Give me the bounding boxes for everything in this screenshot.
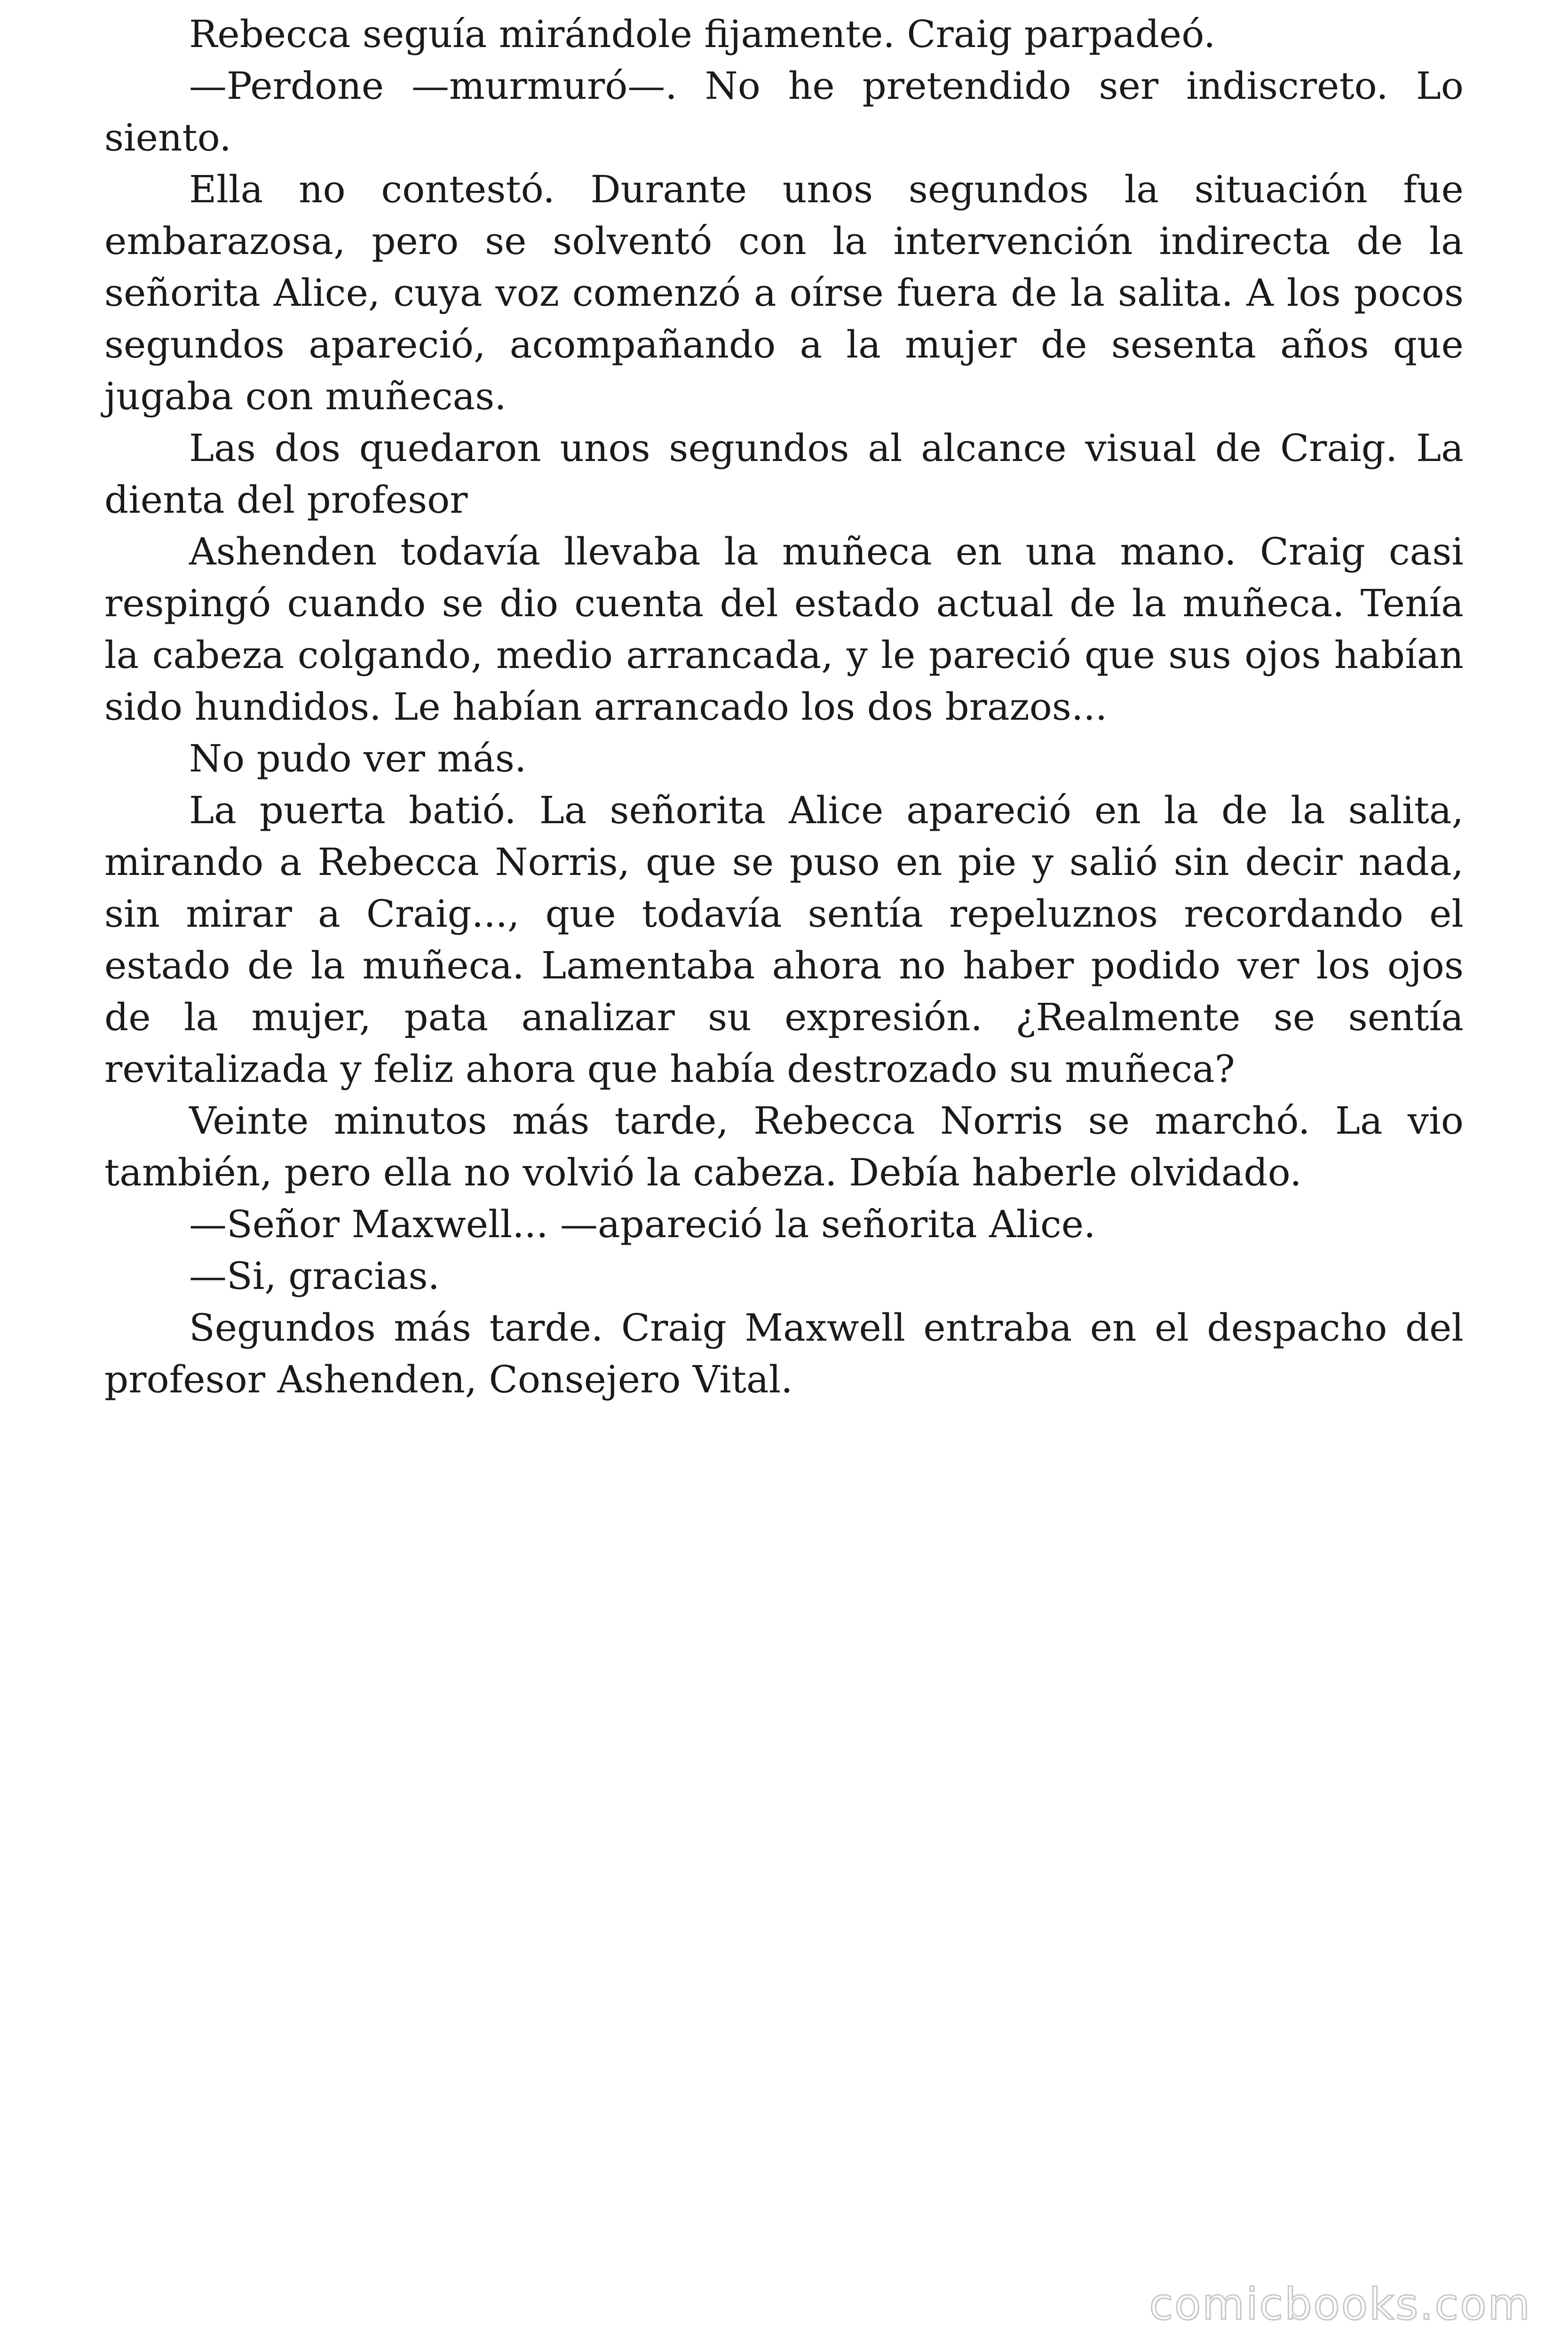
site-watermark: comicbooks.com xyxy=(1149,2279,1531,2329)
paragraph-6: No pudo ver más. xyxy=(189,737,527,780)
paragraph-4: Las dos quedaron unos segundos al alcance visual de Craig. La dienta del profesor xyxy=(104,426,1464,522)
paragraph-10: —Si, gracias. xyxy=(189,1254,440,1298)
paragraph-1: Rebecca seguía mirándole fijamente. Craig parpadeó. xyxy=(189,12,1216,56)
book-page xyxy=(104,8,1464,1406)
paragraph-9: —Señor Maxwell... —apareció la señorita Alice. xyxy=(189,1202,1096,1246)
paragraph-2: —Perdone —murmuró—. No he pretendido ser indiscreto. Lo siento. xyxy=(104,64,1464,159)
paragraph-5: Ashenden todavía llevaba la muñeca en una mano. Craig casi respingó cuando se dio cuenta del estado actual de la muñeca. Tenía la cabeza colgando, medio arrancada, y le pareció que sus ojos habían sido hundidos. Le habían arrancado los dos brazos... xyxy=(104,530,1464,729)
paragraph-3: Ella no contestó. Durante unos segundos la situación fue embarazosa, pero se solventó con la intervención indirecta de la señorita Alice, cuya voz comenzó a oírse fuera de la salita. A los pocos segundos apareció, acompañando a la mujer de sesenta años que jugaba con muñecas. xyxy=(104,167,1464,418)
paragraph-8: Veinte minutos más tarde, Rebecca Norris se marchó. La vio también, pero ella no volvió la cabeza. Debía haberle olvidado. xyxy=(104,1099,1464,1194)
paragraph-7: La puerta batió. La señorita Alice apareció en la de la salita, mirando a Rebecca Norris, que se puso en pie y salió sin decir nada, sin mirar a Craig..., que todavía sentía repeluznos recordando el estado de la muñeca. Lamentaba ahora no haber podido ver los ojos de la mujer, pata analizar su expresión. ¿Realmente se sentía revitalizada y feliz ahora que había destrozado su muñeca? xyxy=(104,788,1464,1091)
paragraph-11: Segundos más tarde. Craig Maxwell entraba en el despacho del profesor Ashenden, Consejero Vital. xyxy=(104,1306,1464,1401)
